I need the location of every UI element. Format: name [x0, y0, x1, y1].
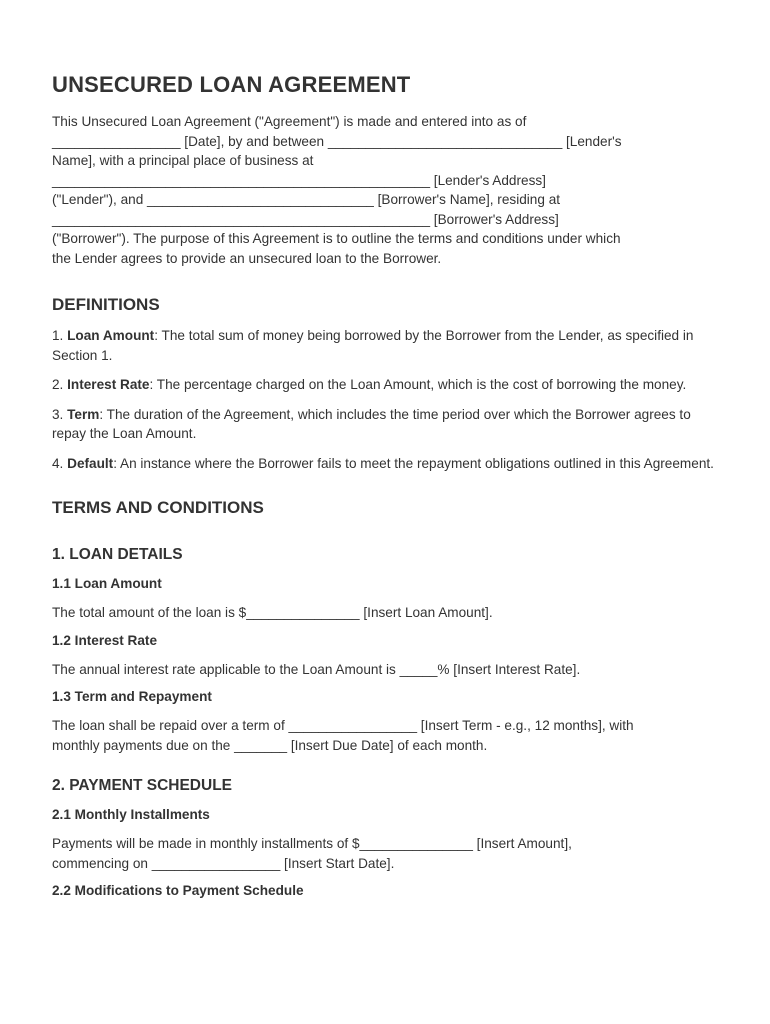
document-title: UNSECURED LOAN AGREEMENT — [52, 72, 411, 97]
loan-details-heading: 1. LOAN DETAILS — [52, 546, 183, 563]
intro-line: This Unsecured Loan Agreement ("Agreement") is made and entered into as of — [52, 114, 527, 129]
definition-term: Interest Rate — [67, 377, 150, 392]
interest-rate-heading: 1.2 Interest Rate — [52, 632, 158, 648]
definition-number: 4. — [52, 455, 68, 471]
monthly-installments-line: Payments will be made in monthly installments of $_______________ [Insert Amount], — [52, 836, 572, 851]
monthly-installments-heading: 2.1 Monthly Installments — [52, 807, 210, 822]
terms-heading: TERMS AND CONDITIONS — [52, 498, 264, 517]
term-repayment-paragraph — [52, 716, 720, 755]
intro-line: ("Lender"), and ______________________________ [Borrower's Name], residing at — [52, 192, 561, 207]
definition-term: Default — [67, 455, 114, 471]
intro-line: Name], with a principal place of business at — [52, 153, 314, 168]
payment-schedule-section — [52, 775, 720, 901]
intro-line: _________________ [Date], by and between _______________________________ [Lender's — [52, 133, 622, 149]
definition-item — [52, 375, 720, 395]
loan-amount-heading: 1.1 Loan Amount — [52, 576, 162, 591]
term-repayment-line: The loan shall be repaid over a term of _________________ [Insert Term - e.g., 12 months], with — [52, 718, 634, 733]
terms-section — [52, 496, 720, 520]
definition-item — [52, 454, 720, 474]
term-repayment-line: monthly payments due on the _______ [Insert Due Date] of each month. — [52, 737, 488, 753]
definition-item — [52, 326, 720, 365]
definition-item — [52, 405, 720, 444]
definition-text: : The duration of the Agreement, which includes the time period over which the Borrower agrees to repay the Loan Amount. — [52, 406, 691, 441]
intro-line: __________________________________________________ [Borrower's Address] — [52, 211, 559, 227]
definition-number: 1. — [52, 328, 68, 343]
definition-term: Term — [67, 406, 100, 422]
definitions-list — [52, 326, 720, 473]
definition-number: 3. — [52, 406, 68, 422]
intro-line: __________________________________________________ [Lender's Address] — [52, 172, 546, 188]
definitions-heading: DEFINITIONS — [52, 295, 160, 314]
definition-text: : The total sum of money being borrowed by the Borrower from the Lender, as specified in Section 1. — [52, 328, 694, 363]
document-page — [52, 70, 720, 901]
definition-text: : An instance where the Borrower fails to meet the repayment obligations outlined in this Agreement. — [113, 455, 714, 471]
loan-amount-text: The total amount of the loan is $_______________ [Insert Loan Amount]. — [52, 605, 493, 620]
intro-line: the Lender agrees to provide an unsecured loan to the Borrower. — [52, 250, 442, 266]
payment-schedule-heading: 2. PAYMENT SCHEDULE — [52, 777, 233, 794]
definition-term: Loan Amount — [67, 328, 155, 343]
monthly-installments-paragraph — [52, 834, 720, 873]
intro-line: ("Borrower"). The purpose of this Agreement is to outline the terms and conditions under which — [52, 231, 621, 246]
definition-number: 2. — [52, 377, 68, 392]
definitions-section — [52, 293, 720, 473]
monthly-installments-line: commencing on _________________ [Insert Start Date]. — [52, 855, 395, 871]
loan-details-section — [52, 544, 720, 755]
definition-text: : The percentage charged on the Loan Amount, which is the cost of borrowing the money. — [149, 377, 687, 392]
term-repayment-heading: 1.3 Term and Repayment — [52, 689, 212, 704]
interest-rate-text: The annual interest rate applicable to the Loan Amount is _____% [Insert Interest Rate]. — [52, 661, 581, 677]
intro-paragraph — [52, 112, 720, 268]
modifications-heading: 2.2 Modifications to Payment Schedule — [52, 883, 304, 898]
